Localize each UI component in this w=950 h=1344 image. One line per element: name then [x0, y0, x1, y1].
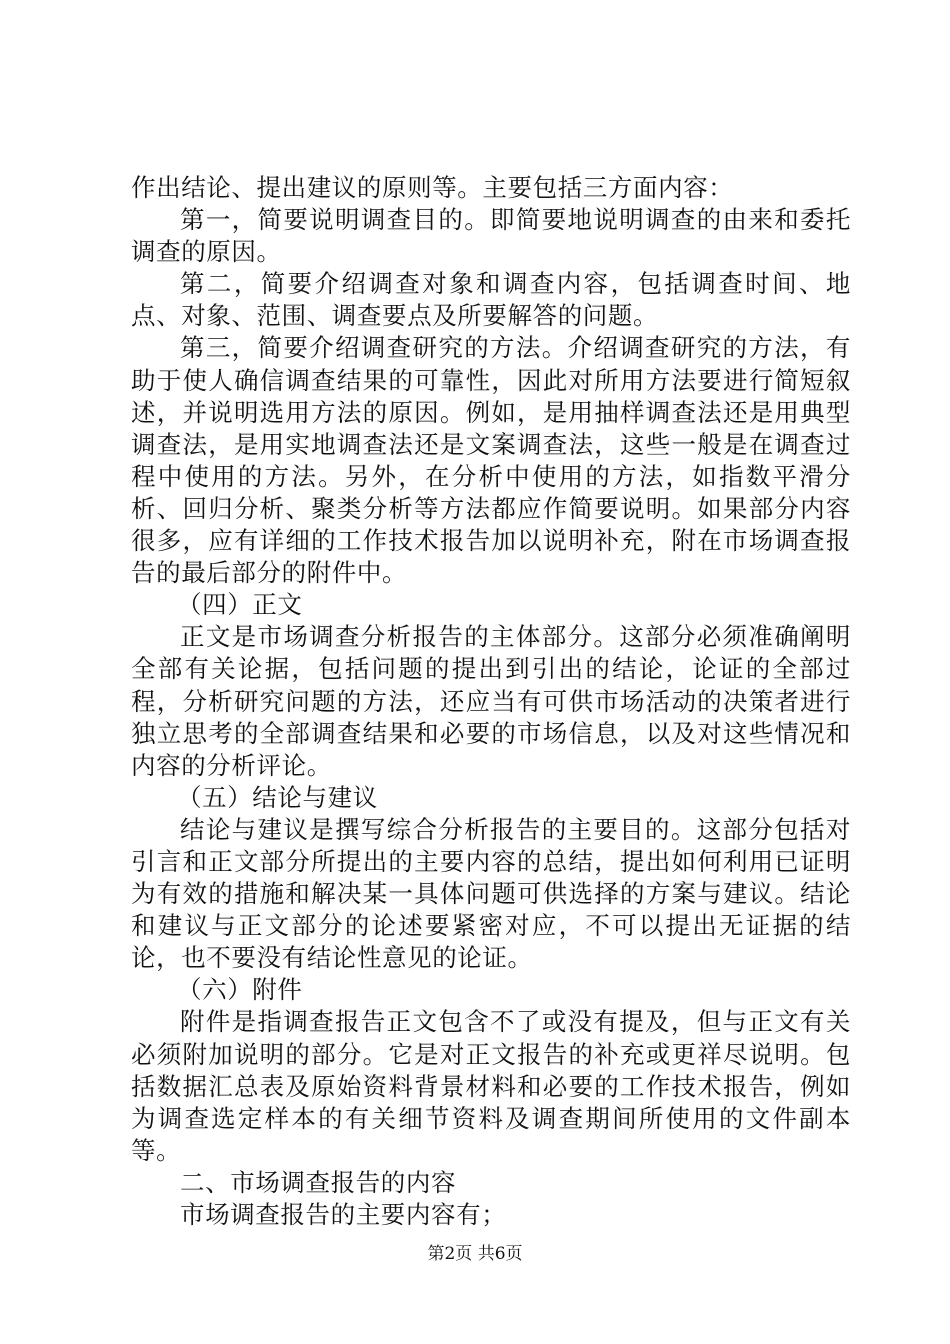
page-number-footer: 第2页 共6页	[427, 1244, 523, 1264]
paragraph-main-text: 正文是市场调查分析报告的主体部分。这部分必须准确阐明全部有关论据，包括问题的提出到引出的结论，论证的全部过程，分析研究问题的方法，还应当有可供市场活动的决策者进行独立思考的全部调查结果和必要的市场信息，以及对这些情况和内容的分析评论。	[131, 622, 851, 780]
paragraph-method: 第三，简要介绍调查研究的方法。介绍调查研究的方法，有助于使人确信调查结果的可靠性，因此对所用方法要进行简短叙述，并说明选用方法的原因。例如，是用抽样调查法还是用典型调查法，是用实地调查法还是文案调查法，这些一般是在调查过程中使用的方法。另外，在分析中使用的方法，如指数平滑分析、回归分析、聚类分析等方法都应作简要说明。如果部分内容很多，应有详细的工作技术报告加以说明补充，附在市场调查报告的最后部分的附件中。	[131, 333, 851, 588]
document-body	[131, 172, 851, 1231]
paragraph-conclusion: 结论与建议是撰写综合分析报告的主要目的。这部分包括对引言和正文部分所提出的主要内容的总结，提出如何利用已证明为有效的措施和解决某一具体问题可供选择的方案与建议。结论和建议与正文部分的论述要紧密对应，不可以提出无证据的结论，也不要没有结论性意见的论证。	[131, 814, 851, 973]
section-heading-main-text: （四）正文	[177, 590, 303, 620]
section-heading-conclusion: （五）结论与建议	[177, 782, 378, 812]
section-heading-report-content: 二、市场调查报告的内容	[180, 1167, 457, 1197]
section-heading-appendix: （六）附件	[177, 975, 303, 1005]
paragraph-intro-continued: 作出结论、提出建议的原则等。主要包括三方面内容：	[131, 173, 734, 202]
paragraph-appendix: 附件是指调查报告正文包含不了或没有提及，但与正文有关必须附加说明的部分。它是对正文报告的补充或更祥尽说明。包括数据汇总表及原始资料背景材料和必要的工作技术报告，例如为调查选定样本的有关细节资料及调查期间所使用的文件副本等。	[131, 1007, 851, 1165]
paragraph-purpose: 第一，简要说明调查目的。即简要地说明调查的由来和委托调查的原因。	[131, 205, 851, 267]
paragraph-report-content: 市场调查报告的主要内容有；	[180, 1200, 507, 1229]
paragraph-object: 第二，简要介绍调查对象和调查内容，包括调查时间、地点、对象、范围、调查要点及所要解答的问题。	[131, 269, 851, 331]
